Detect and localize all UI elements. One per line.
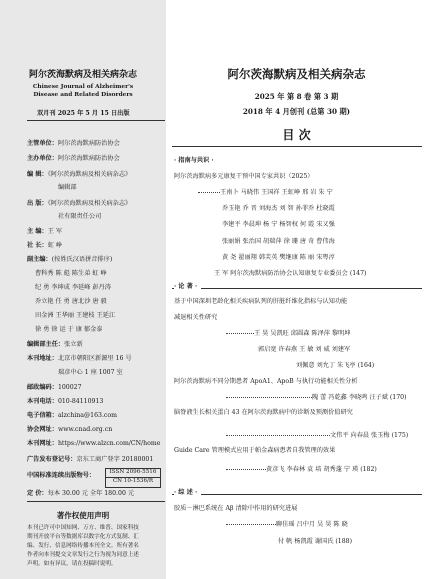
issn-box [105,468,161,488]
article-title[interactable]: 脑脊液生长相关蛋白 43 在阿尔茨海默病中的诊断及预测价值研究 [174,409,353,416]
author-line: 郭启宽 许春燕 王 敏 刘 威 刘建军 [258,346,351,353]
author-line: 文伟平 向春晨 张玉梅 (175) [226,432,408,440]
copyright-line: 编、发行、信息网络传播本刊全文。所有著名 [27,543,139,549]
author-line: 王南卜 马晓伟 王国祥 王虹峥 邢 岩 朱 宁 [198,189,333,197]
journal-title-en-line1: Chinese Journal of Alzheimer's [32,84,134,90]
section-heading-articles: · 论 著 · [174,283,201,291]
toc-column [166,0,427,579]
info-row-cont: 编辑部 [58,184,77,191]
author-line: 李建平 李晨坤 杨 宁 杨智权 何 霞 宋又强 [222,221,335,228]
org-line: 王 军 阿尔茨海默病防治协会认知康复专业委员会 (147) [214,270,367,277]
author-line: 张丽娟 张治国 胡瑞萍 徐 珊 唐 奇 曹伟海 [222,238,335,245]
editor-dept-row: 编辑部主任：张立新 [27,341,83,348]
toc-journal-title: 阿尔茨海默病及相关病杂志 [227,67,366,81]
society-site-row: 协会网址：www.cnad.org.cn [27,426,113,433]
article-title[interactable]: 阿尔茨海默病多元康复干预中国专家共识（2025） [174,173,314,180]
article-title-cont[interactable]: 减退相关性研究 [174,314,218,321]
info-row: 出 版：《阿尔茨海默病及相关病杂志》 [27,200,132,207]
article-title[interactable]: 基于中国深圳老龄化相关疾病队列的肝脏纤维化指标与认知功能 [174,298,348,305]
email-row: 电子信箱：alzchina@163.com [27,412,117,419]
article-title[interactable]: 胶质－淋巴系统在 Aβ 清除中作用的研究进展 [174,505,298,512]
section-heading-reviews: · 综 述 · [174,489,201,497]
leader-dots [226,435,330,436]
author-line: 隗 蕾 冯乾鑫 李晓鸣 汪子斌 (170) [226,394,407,402]
copyright-line: 期刊开放平台等数据库以数字化方式复制、汇 [27,534,139,540]
cn-number: CN 10-1536/R [112,478,154,484]
copyright-line: 声明。如有异议，请在投稿时说明。 [27,561,117,567]
info-row: 副主编：(按姓氏汉语拼音排序) [27,256,113,263]
deputy-editors-row: 徐 勇 徐 运 于 康 郁金泰 [35,326,103,333]
divider [27,120,165,121]
toc-heading: 目 次 [282,128,311,142]
divider [27,501,165,502]
author-line: 黄彦飞 李春林 袁 培 胡秀蓬 宁 瑛 (182) [226,466,377,474]
section-heading-guidelines: · 指南与共识 · [174,157,214,164]
issn-label: 中国标准连续出版物号： [27,472,96,479]
info-row: 主 编：王 军 [27,228,63,235]
deputy-editors-row: 曹科秀 陈 彪 陈生弟 虹 峥 [35,270,107,277]
journal-title-en-line2: Disease and Related Disorders [33,92,133,98]
author-line: 付 帆 杨凯霞 谢国氏 (188) [278,538,353,545]
leader-dots [226,469,266,470]
founded-info: 2018 年 4 月创刊 (总第 30 期) [242,107,351,116]
author-line: 刘佩意 刘允丁 朱飞亭 (164) [296,362,375,369]
copyright-line: 作者向本刊提交文章发行之行为视为同意上述 [27,552,139,558]
divider [172,146,422,147]
price-row: 定 价：每本 30.00 元 全年 180.00 元 [27,490,135,497]
ad-license-row: 广告发布登记号：京东工商广登字 20180001 [27,456,154,463]
issn-number: ISSN 2096-5516 [106,469,160,478]
volume-issue: 2025 年 第 8 卷 第 3 期 [254,92,339,101]
author-line: 聊佳瑶 吕中月 吴 昊 陈 晓 [226,521,348,529]
address-row: 本刊地址：北京市朝阳区新源里 16 号 [27,355,132,362]
leader-dots [226,397,312,398]
journal-site-row: 本刊网址：https://www.alzcn.com/CN/home [27,440,161,447]
publication-info: 双月刊 2025 年 5 月 15 日出版 [37,110,130,117]
journal-title-cn: 阿尔茨海默病及相关病杂志 [28,70,137,80]
phone-row: 本刊电话：010-84110913 [27,398,104,405]
postcode-row: 邮政编码：100027 [27,384,82,391]
author-line: 黄 尧 翟丽翔 韩芙英 樊继康 陈 丽 宋粤淳 [222,254,335,261]
info-row: 主办单位：阿尔茨海默病防治协会 [27,155,120,162]
info-row: 社 长：虹 峥 [27,242,63,249]
copyright-line: 本刊已许可中国知网、万方、维普、国家科技 [27,525,139,531]
copyright-title: 著作权使用声明 [56,511,110,520]
author-line: 乔玉艳 乔 晋 刘海杰 刘 智 孙菲乔 杜晓霞 [222,205,335,212]
divider [172,288,422,289]
info-row: 编 辑：《阿尔茨海默病及相关病杂志》 [27,171,132,178]
article-title[interactable]: Guide Care 管理模式应用于帕金森病患者自我管理的效果 [174,447,336,454]
masthead-column [0,0,166,579]
address-row-cont: 瑞彦中心 1 座 1007 室 [58,369,123,376]
leader-dots [226,524,276,525]
deputy-editors-row: 乔立艳 任 勇 唐北沙 唐 毅 [35,298,107,305]
info-row: 主管单位：阿尔茨海默病防治协会 [27,140,120,147]
divider [172,494,422,495]
leader-dots [226,333,254,334]
deputy-editors-row: 田金洲 王华丽 王建枝 王延江 [35,312,116,319]
author-line: 王 昊 吴凯旺 邱圆森 陈泽萍 黎明坤 [226,330,350,338]
leader-dots [198,192,220,193]
deputy-editors-row: 纪 勇 李坤成 李延峰 彭丹涛 [35,284,111,291]
article-title[interactable]: 阿尔茨海默病不同分期患者 ApoA1、ApoB 与执行功能相关性分析 [174,378,358,385]
info-row-cont: 社有限责任公司 [58,213,102,220]
